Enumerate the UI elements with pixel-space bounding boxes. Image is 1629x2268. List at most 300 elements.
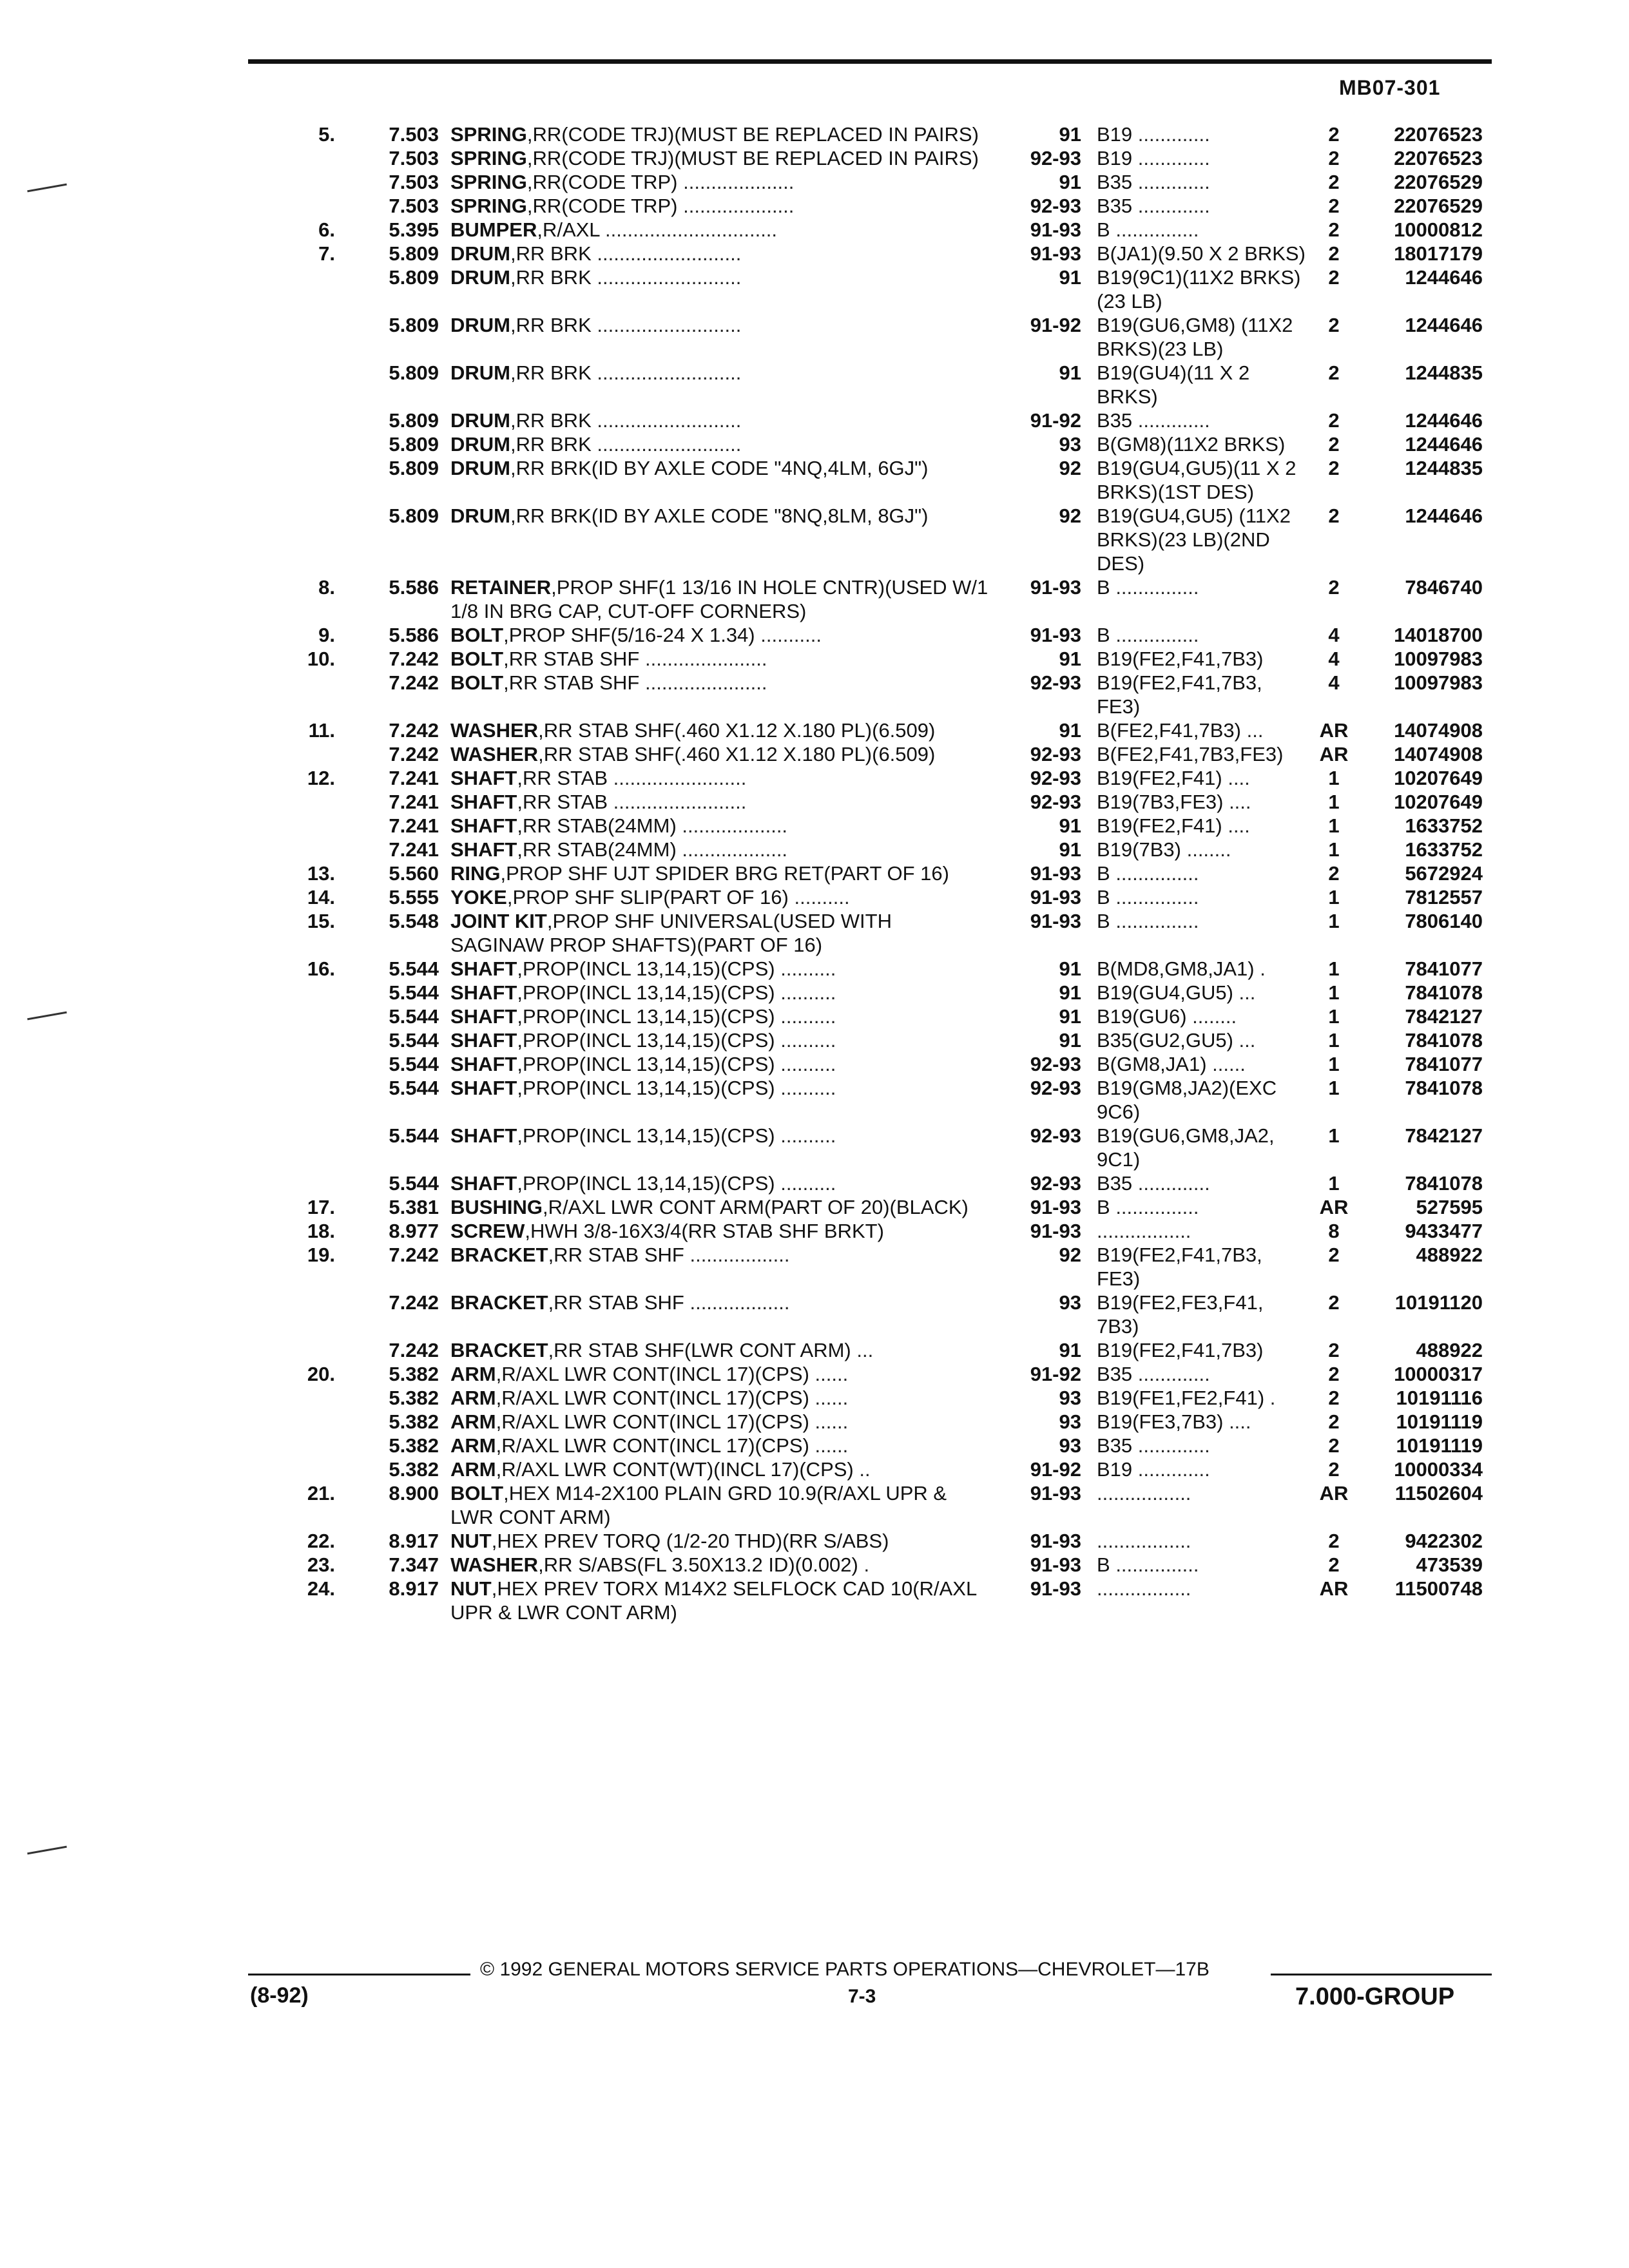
part-description <box>443 361 990 408</box>
leader-dots: .......... <box>780 1077 836 1099</box>
quantity: 1 <box>1328 981 1340 1004</box>
group-code: 7.241 <box>389 838 439 861</box>
part-description <box>443 718 990 742</box>
group-code: 7.242 <box>389 743 439 765</box>
model-year: 91-93 <box>1030 910 1081 932</box>
leader-dots: .......... <box>780 1005 836 1028</box>
group-code: 5.382 <box>389 1410 439 1433</box>
model-code <box>1085 957 1311 981</box>
quantity: 2 <box>1328 266 1340 289</box>
part-description <box>443 1338 990 1362</box>
group-code: 7.242 <box>389 671 439 694</box>
part-detail: ,RR(CODE TRJ)(MUST BE REPLACED IN PAIRS) <box>526 147 979 169</box>
part-name: DRUM <box>450 409 510 432</box>
part-description <box>443 1457 990 1481</box>
table-row <box>284 1457 1495 1481</box>
part-detail: ,PROP(INCL 13,14,15)(CPS) <box>517 1124 775 1147</box>
part-description <box>443 790 990 814</box>
quantity: 2 <box>1328 1434 1340 1457</box>
footer-copyright: © 1992 GENERAL MOTORS SERVICE PARTS OPERATIONS—CHEVROLET—17B <box>480 1959 1210 1980</box>
table-row <box>284 742 1495 766</box>
quantity: 1 <box>1328 767 1340 789</box>
group-code: 7.242 <box>389 719 439 742</box>
part-name: JOINT KIT <box>450 910 547 932</box>
part-name: YOKE <box>450 886 507 908</box>
leader-dots: ............................... <box>605 218 778 241</box>
leader-dots: .......................... <box>597 266 742 289</box>
group-code: 7.241 <box>389 767 439 789</box>
ref-number <box>284 432 342 456</box>
model-code <box>1085 909 1311 957</box>
part-description <box>443 957 990 981</box>
model-year: 91 <box>1059 171 1081 193</box>
ref-number: 12. <box>307 767 335 789</box>
model-code <box>1085 265 1311 313</box>
group-code: 7.242 <box>389 1244 439 1266</box>
leader-dots: ...... <box>815 1434 849 1457</box>
leader-dots: ...................... <box>644 671 767 694</box>
group-code: 8.917 <box>389 1577 439 1600</box>
table-row <box>284 623 1495 647</box>
part-name: WASHER <box>450 719 539 742</box>
model-code <box>1085 218 1311 242</box>
part-number: 10097983 <box>1394 671 1483 694</box>
part-description <box>443 1195 990 1219</box>
table-row <box>284 1028 1495 1052</box>
model-code <box>1085 456 1311 504</box>
model-year: 92-93 <box>1030 767 1081 789</box>
part-number: 10191120 <box>1394 1291 1483 1314</box>
ref-number: 19. <box>307 1244 335 1266</box>
quantity: 1 <box>1328 1029 1340 1052</box>
leader-dots: ............. <box>1137 1172 1210 1195</box>
part-detail: ,RR STAB SHF <box>503 671 640 694</box>
part-detail: ,RR(CODE TRJ)(MUST BE REPLACED IN PAIRS) <box>526 123 979 146</box>
model-year: 91-93 <box>1030 862 1081 885</box>
model-code <box>1085 790 1311 814</box>
quantity: 1 <box>1328 1053 1340 1075</box>
part-description <box>443 981 990 1004</box>
quantity: 4 <box>1328 624 1340 646</box>
table-row <box>284 1195 1495 1219</box>
model-year: 91-93 <box>1030 576 1081 599</box>
group-code: 5.809 <box>389 433 439 456</box>
model-value: B <box>1097 218 1110 241</box>
part-name: SHAFT <box>450 1172 517 1195</box>
table-row <box>284 456 1495 504</box>
part-description <box>443 766 990 790</box>
part-detail: ,PROP SHF UJT SPIDER BRG RET(PART OF 16) <box>500 862 949 885</box>
group-code: 5.544 <box>389 1124 439 1147</box>
model-year: 91 <box>1059 361 1081 384</box>
quantity: 2 <box>1328 171 1340 193</box>
model-code <box>1085 766 1311 790</box>
group-code: 5.809 <box>389 505 439 527</box>
part-name: NUT <box>450 1530 492 1552</box>
footer-rule-left <box>248 1974 470 1975</box>
model-code <box>1085 1410 1311 1434</box>
part-description <box>443 742 990 766</box>
model-value: B(GM8)(11X2 BRKS) <box>1097 433 1286 456</box>
leader-dots: ........... <box>760 624 822 646</box>
model-value: B35 <box>1097 195 1133 217</box>
model-year: 91-93 <box>1030 886 1081 908</box>
leader-dots: .... <box>1228 767 1250 789</box>
part-name: SHAFT <box>450 981 517 1004</box>
quantity: 1 <box>1328 791 1340 813</box>
group-code: 5.381 <box>389 1196 439 1218</box>
model-code <box>1085 146 1311 170</box>
model-value: B19(GU6) <box>1097 1005 1187 1028</box>
group-code: 7.503 <box>389 195 439 217</box>
quantity: 2 <box>1328 361 1340 384</box>
table-row <box>284 170 1495 194</box>
table-row <box>284 1553 1495 1577</box>
leader-dots: .......... <box>780 1053 836 1075</box>
model-code <box>1085 742 1311 766</box>
part-description <box>443 1410 990 1434</box>
ref-number: 18. <box>307 1220 335 1242</box>
table-row <box>284 194 1495 218</box>
part-number: 11500748 <box>1394 1577 1483 1600</box>
part-number: 7842127 <box>1405 1005 1483 1028</box>
part-name: BUSHING <box>450 1196 543 1218</box>
table-row <box>284 361 1495 408</box>
model-code <box>1085 838 1311 861</box>
part-name: RETAINER <box>450 576 552 599</box>
part-detail: ,PROP(INCL 13,14,15)(CPS) <box>517 1029 775 1052</box>
part-name: BUMPER <box>450 218 537 241</box>
model-year: 91 <box>1059 719 1081 742</box>
part-description <box>443 1028 990 1052</box>
group-code: 5.809 <box>389 457 439 479</box>
part-number: 10000812 <box>1394 218 1483 241</box>
group-code: 5.544 <box>389 1053 439 1075</box>
ref-number: 6. <box>318 218 335 241</box>
ref-number <box>284 1004 342 1028</box>
ref-number <box>284 1171 342 1195</box>
part-detail: ,R/AXL LWR CONT(WT)(INCL 17)(CPS) <box>496 1458 854 1481</box>
part-detail: ,RR BRK <box>510 409 592 432</box>
quantity: 2 <box>1328 242 1340 265</box>
part-detail: ,PROP SHF(5/16-24 X 1.34) <box>503 624 755 646</box>
leader-dots: .......... <box>780 1124 836 1147</box>
model-value: B <box>1097 576 1110 599</box>
leader-dots: ............. <box>1137 1363 1210 1385</box>
leader-dots: ........................ <box>613 767 747 789</box>
part-description <box>443 1553 990 1577</box>
model-code <box>1085 1004 1311 1028</box>
quantity: 2 <box>1328 1291 1340 1314</box>
model-value: B(JA1)(9.50 X 2 BRKS) <box>1097 242 1306 265</box>
model-year: 92-93 <box>1030 671 1081 694</box>
part-number: 7846740 <box>1405 576 1483 599</box>
model-year: 92-93 <box>1030 147 1081 169</box>
leader-dots: .......... <box>780 1172 836 1195</box>
model-year: 92 <box>1059 457 1081 479</box>
part-name: NUT <box>450 1577 492 1600</box>
model-year: 91 <box>1059 1029 1081 1052</box>
part-number: 1244835 <box>1405 457 1483 479</box>
quantity: 2 <box>1328 505 1340 527</box>
quantity: 2 <box>1328 1410 1340 1433</box>
model-code <box>1085 313 1311 361</box>
part-name: ARM <box>450 1458 496 1481</box>
part-name: SPRING <box>450 123 527 146</box>
part-detail: ,PROP(INCL 13,14,15)(CPS) <box>517 1053 775 1075</box>
model-value: B19(GU6,GM8,JA2, 9C1) <box>1097 1124 1275 1171</box>
model-value: B <box>1097 624 1110 646</box>
model-value: B(GM8,JA1) <box>1097 1053 1207 1075</box>
part-description <box>443 623 990 647</box>
part-detail: ,RR STAB SHF(.460 X1.12 X.180 PL)(6.509) <box>538 719 936 742</box>
quantity: 1 <box>1328 886 1340 908</box>
model-year: 91 <box>1059 123 1081 146</box>
model-code <box>1085 623 1311 647</box>
part-description <box>443 122 990 146</box>
part-number: 7841077 <box>1405 1053 1483 1075</box>
ref-number <box>284 504 342 575</box>
ref-number: 9. <box>318 624 335 646</box>
quantity: 2 <box>1328 1244 1340 1266</box>
leader-dots: ...... <box>815 1410 849 1433</box>
model-value: B <box>1097 1196 1110 1218</box>
part-description <box>443 242 990 265</box>
group-code: 7.242 <box>389 648 439 670</box>
model-value: B35 <box>1097 409 1133 432</box>
group-code: 5.586 <box>389 576 439 599</box>
part-number: 9433477 <box>1405 1220 1483 1242</box>
model-code <box>1085 1338 1311 1362</box>
leader-dots: ... <box>1239 1029 1256 1052</box>
table-row <box>284 1076 1495 1124</box>
ref-number: 7. <box>318 242 335 265</box>
table-row <box>284 790 1495 814</box>
leader-dots: .... <box>1229 1410 1251 1433</box>
model-code <box>1085 170 1311 194</box>
table-row <box>284 432 1495 456</box>
model-code <box>1085 1171 1311 1195</box>
model-year: 92 <box>1059 1244 1081 1266</box>
model-year: 91 <box>1059 957 1081 980</box>
part-detail: ,R/AXL <box>537 218 600 241</box>
leader-dots: .... <box>1229 791 1251 813</box>
leader-dots: ............... <box>1115 1553 1199 1576</box>
table-row <box>284 718 1495 742</box>
ref-number <box>284 313 342 361</box>
quantity: 1 <box>1328 1005 1340 1028</box>
model-code <box>1085 1052 1311 1076</box>
model-year: 91 <box>1059 838 1081 861</box>
ref-number <box>284 170 342 194</box>
part-description <box>443 1171 990 1195</box>
table-row <box>284 1481 1495 1529</box>
model-value: B19(FE2,F41,7B3, FE3) <box>1097 1244 1262 1290</box>
quantity: AR <box>1319 719 1349 742</box>
table-row <box>284 1338 1495 1362</box>
part-detail: ,RR BRK <box>510 266 592 289</box>
table-row <box>284 1386 1495 1410</box>
table-row <box>284 218 1495 242</box>
part-number: 10000334 <box>1394 1458 1483 1481</box>
part-description <box>443 1577 990 1624</box>
part-detail: ,RR STAB SHF <box>548 1291 684 1314</box>
model-year: 92-93 <box>1030 1172 1081 1195</box>
part-number: 14018700 <box>1394 624 1483 646</box>
part-detail: ,R/AXL LWR CONT(INCL 17)(CPS) <box>496 1387 809 1409</box>
part-number: 1244646 <box>1405 266 1483 289</box>
part-detail: ,HEX PREV TORQ (1/2-20 THD)(RR S/ABS) <box>491 1530 889 1552</box>
table-row <box>284 814 1495 838</box>
model-year: 91-93 <box>1030 218 1081 241</box>
group-code: 7.242 <box>389 1339 439 1361</box>
part-name: SHAFT <box>450 767 517 789</box>
model-year: 91-93 <box>1030 1553 1081 1576</box>
model-year: 92 <box>1059 505 1081 527</box>
part-detail: ,PROP(INCL 13,14,15)(CPS) <box>517 957 775 980</box>
model-value: B(MD8,GM8,JA1) <box>1097 957 1255 980</box>
quantity: 2 <box>1328 862 1340 885</box>
quantity: 2 <box>1328 457 1340 479</box>
part-detail: ,RR STAB <box>517 767 608 789</box>
group-code: 5.544 <box>389 1029 439 1052</box>
part-number: 10097983 <box>1394 648 1483 670</box>
group-code: 7.241 <box>389 814 439 837</box>
leader-dots: ............... <box>1115 910 1199 932</box>
ref-number: 21. <box>307 1482 335 1504</box>
part-number: 9422302 <box>1405 1530 1483 1552</box>
leader-dots: .. <box>859 1458 871 1481</box>
ref-number: 16. <box>307 957 335 980</box>
part-number: 488922 <box>1416 1339 1483 1361</box>
leader-dots: .......................... <box>597 361 742 384</box>
part-number: 14074908 <box>1394 719 1483 742</box>
leader-dots: .......... <box>780 981 836 1004</box>
part-name: BRACKET <box>450 1339 548 1361</box>
part-name: SHAFT <box>450 1005 517 1028</box>
model-year: 91-92 <box>1030 1458 1081 1481</box>
leader-dots: . <box>1269 1387 1276 1409</box>
quantity: AR <box>1319 1482 1349 1504</box>
group-code: 5.544 <box>389 1005 439 1028</box>
model-value: B19(FE1,FE2,F41) <box>1097 1387 1265 1409</box>
leader-dots: ............. <box>1137 409 1210 432</box>
part-detail: ,R/AXL LWR CONT ARM(PART OF 20)(BLACK) <box>542 1196 969 1218</box>
part-name: RING <box>450 862 501 885</box>
leader-dots: ............. <box>1137 1434 1210 1457</box>
quantity: 2 <box>1328 1339 1340 1361</box>
leader-dots: ...... <box>1212 1053 1246 1075</box>
leader-dots: ............. <box>1137 123 1210 146</box>
model-year: 91 <box>1059 981 1081 1004</box>
page-number: 7-3 <box>848 1986 876 2007</box>
group-code: 7.503 <box>389 171 439 193</box>
part-detail: ,RR(CODE TRP) <box>526 195 678 217</box>
quantity: 1 <box>1328 1172 1340 1195</box>
group-code: 5.544 <box>389 957 439 980</box>
part-description <box>443 1052 990 1076</box>
table-row <box>284 1410 1495 1434</box>
model-code <box>1085 432 1311 456</box>
leader-dots: . <box>1260 957 1266 980</box>
model-year: 91-93 <box>1030 1196 1081 1218</box>
table-row <box>284 1124 1495 1171</box>
table-row <box>284 242 1495 265</box>
quantity: 2 <box>1328 1530 1340 1552</box>
model-year: 91 <box>1059 814 1081 837</box>
model-code <box>1085 1195 1311 1219</box>
part-name: BOLT <box>450 1482 504 1504</box>
footer-date: (8-92) <box>250 1983 309 2008</box>
model-code <box>1085 361 1311 408</box>
model-value: B19 <box>1097 1458 1133 1481</box>
part-name: BOLT <box>450 624 504 646</box>
part-description <box>443 1076 990 1124</box>
part-number: 473539 <box>1416 1553 1483 1576</box>
quantity: 8 <box>1328 1220 1340 1242</box>
part-name: DRUM <box>450 314 510 336</box>
group-code: 5.395 <box>389 218 439 241</box>
part-description <box>443 575 990 623</box>
ref-number: 14. <box>307 886 335 908</box>
model-year: 91 <box>1059 648 1081 670</box>
part-name: BRACKET <box>450 1291 548 1314</box>
model-value: B35(GU2,GU5) <box>1097 1029 1233 1052</box>
ref-number <box>284 1076 342 1124</box>
margin-mark <box>27 1012 67 1021</box>
leader-dots: ................. <box>1097 1220 1191 1242</box>
part-detail: ,PROP SHF SLIP(PART OF 16) <box>506 886 789 908</box>
group-code: 7.347 <box>389 1553 439 1576</box>
model-year: 91-93 <box>1030 1530 1081 1552</box>
leader-dots: ........ <box>1186 838 1231 861</box>
part-detail: ,R/AXL LWR CONT(INCL 17)(CPS) <box>496 1434 809 1457</box>
part-name: WASHER <box>450 1553 539 1576</box>
leader-dots: ... <box>1239 981 1256 1004</box>
part-description <box>443 194 990 218</box>
table-row <box>284 265 1495 313</box>
model-year: 91 <box>1059 1339 1081 1361</box>
model-code <box>1085 671 1311 718</box>
part-name: SHAFT <box>450 791 517 813</box>
group-code: 7.242 <box>389 1291 439 1314</box>
model-code <box>1085 1386 1311 1410</box>
model-value: B <box>1097 886 1110 908</box>
part-name: DRUM <box>450 242 510 265</box>
part-number: 22076529 <box>1394 195 1483 217</box>
part-description <box>443 1219 990 1243</box>
part-description <box>443 909 990 957</box>
ref-number <box>284 1028 342 1052</box>
part-detail: ,RR STAB SHF <box>503 648 640 670</box>
part-description <box>443 265 990 313</box>
part-detail: ,HWH 3/8-16X3/4(RR STAB SHF BRKT) <box>525 1220 884 1242</box>
part-number: 10191116 <box>1396 1387 1483 1409</box>
part-number: 7806140 <box>1405 910 1483 932</box>
part-number: 10191119 <box>1396 1434 1483 1457</box>
part-number: 10207649 <box>1394 767 1483 789</box>
ref-number: 11. <box>308 719 335 742</box>
leader-dots: ............. <box>1137 195 1210 217</box>
table-row <box>284 1291 1495 1338</box>
model-value: B19 <box>1097 123 1133 146</box>
model-code <box>1085 1457 1311 1481</box>
ref-number <box>284 838 342 861</box>
document-id: MB07-301 <box>1339 76 1441 99</box>
quantity: 2 <box>1328 433 1340 456</box>
model-year: 91-93 <box>1030 1482 1081 1504</box>
part-name: SPRING <box>450 147 527 169</box>
